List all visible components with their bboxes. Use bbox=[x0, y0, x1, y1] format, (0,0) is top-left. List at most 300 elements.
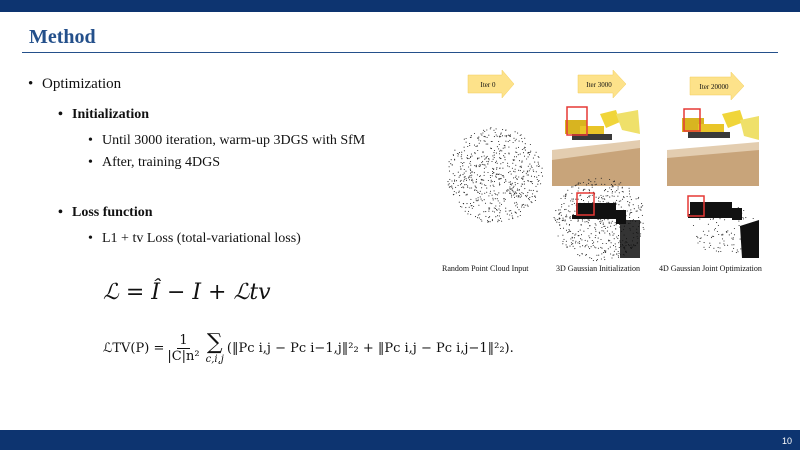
point-cloud-dot bbox=[554, 217, 555, 218]
point-cloud-dot bbox=[593, 260, 594, 261]
point-cloud-dot bbox=[497, 136, 498, 137]
point-cloud-dot bbox=[565, 220, 566, 221]
point-cloud-dot bbox=[613, 254, 614, 255]
point-cloud-dot bbox=[595, 178, 596, 179]
point-cloud-dot bbox=[487, 220, 488, 221]
point-cloud-dot bbox=[615, 222, 616, 223]
point-cloud-dot bbox=[471, 187, 472, 188]
point-cloud-dot bbox=[463, 162, 464, 163]
point-cloud-dot bbox=[529, 190, 530, 191]
point-cloud-dot bbox=[523, 171, 524, 172]
point-cloud-dot bbox=[530, 152, 531, 153]
point-cloud-dot bbox=[510, 189, 511, 190]
point-cloud-dot bbox=[471, 175, 472, 176]
point-cloud-dot bbox=[524, 156, 525, 157]
point-cloud-dot bbox=[598, 238, 599, 239]
caption-random-point-cloud: Random Point Cloud Input bbox=[442, 264, 529, 273]
tv-sum-subscript: c,i,j bbox=[205, 354, 224, 365]
point-cloud-dot bbox=[541, 172, 542, 173]
point-cloud-dot bbox=[586, 184, 587, 185]
point-cloud-dot bbox=[633, 219, 634, 220]
point-cloud-dot bbox=[720, 251, 721, 252]
point-cloud-dot bbox=[469, 143, 470, 144]
tv-lhs: ℒTV(P) = bbox=[103, 341, 165, 356]
point-cloud-dot bbox=[472, 180, 473, 181]
silhouette-iter-20000 bbox=[688, 196, 759, 258]
point-cloud-dot bbox=[478, 205, 479, 206]
point-cloud-dot bbox=[449, 161, 450, 162]
point-cloud-dot bbox=[463, 181, 464, 182]
point-cloud-dot bbox=[454, 180, 455, 181]
point-cloud-dot bbox=[713, 236, 714, 237]
point-cloud-dot bbox=[565, 216, 566, 217]
point-cloud-dot bbox=[556, 222, 557, 223]
point-cloud-dot bbox=[560, 198, 561, 199]
point-cloud-dot bbox=[629, 202, 630, 203]
point-cloud-dot bbox=[616, 203, 617, 204]
point-cloud-dot bbox=[592, 243, 593, 244]
point-cloud-dot bbox=[469, 145, 470, 146]
point-cloud-dot bbox=[489, 208, 490, 209]
point-cloud-dot bbox=[505, 199, 506, 200]
point-cloud-dot bbox=[568, 210, 569, 211]
point-cloud-dot bbox=[531, 202, 532, 203]
point-cloud-dot bbox=[469, 188, 470, 189]
point-cloud-dot bbox=[713, 248, 714, 249]
point-cloud-dot bbox=[558, 235, 559, 236]
point-cloud-dot bbox=[502, 175, 503, 176]
point-cloud-dot bbox=[511, 188, 512, 189]
point-cloud-dot bbox=[609, 240, 610, 241]
point-cloud-dot bbox=[622, 187, 623, 188]
point-cloud-dot bbox=[494, 211, 495, 212]
point-cloud-dot bbox=[573, 214, 574, 215]
point-cloud-dot bbox=[509, 136, 510, 137]
point-cloud-dot bbox=[583, 190, 584, 191]
point-cloud-dot bbox=[507, 214, 508, 215]
point-cloud-dot bbox=[572, 233, 573, 234]
point-cloud-dot bbox=[458, 172, 459, 173]
point-cloud-dot bbox=[640, 236, 641, 237]
point-cloud-dot bbox=[464, 150, 465, 151]
point-cloud-dot bbox=[716, 250, 717, 251]
point-cloud-dot bbox=[504, 157, 505, 158]
point-cloud-dot bbox=[531, 176, 532, 177]
point-cloud-dot bbox=[478, 199, 479, 200]
point-cloud-dot bbox=[472, 179, 473, 180]
point-cloud-dot bbox=[503, 155, 504, 156]
bullet-init-2 bbox=[88, 155, 220, 171]
point-cloud-dot bbox=[483, 164, 484, 165]
point-cloud-dot bbox=[578, 188, 579, 189]
point-cloud-dot bbox=[598, 255, 599, 256]
point-cloud-dot bbox=[480, 191, 481, 192]
point-cloud-dot bbox=[496, 161, 497, 162]
point-cloud-dot bbox=[709, 243, 710, 244]
point-cloud-dot bbox=[571, 199, 572, 200]
point-cloud-dot bbox=[579, 241, 580, 242]
point-cloud-dot bbox=[503, 177, 504, 178]
point-cloud-dot bbox=[629, 193, 630, 194]
point-cloud-dot bbox=[615, 202, 616, 203]
point-cloud-dot bbox=[500, 158, 501, 159]
point-cloud-dot bbox=[643, 229, 644, 230]
point-cloud-dot bbox=[465, 211, 466, 212]
point-cloud-dot bbox=[532, 196, 533, 197]
point-cloud-dot bbox=[628, 204, 629, 205]
point-cloud-dot bbox=[705, 249, 706, 250]
point-cloud-dot bbox=[640, 233, 641, 234]
point-cloud-dot bbox=[523, 207, 524, 208]
point-cloud-dot bbox=[573, 246, 574, 247]
point-cloud-dot bbox=[490, 203, 491, 204]
point-cloud-dot bbox=[461, 154, 462, 155]
point-cloud-dot bbox=[513, 142, 514, 143]
point-cloud-dot bbox=[726, 231, 727, 232]
point-cloud-dot bbox=[604, 190, 605, 191]
point-cloud-dot bbox=[489, 216, 490, 217]
point-cloud-dot bbox=[486, 157, 487, 158]
point-cloud-dot bbox=[589, 237, 590, 238]
point-cloud-dot bbox=[524, 147, 525, 148]
point-cloud-dot bbox=[453, 183, 454, 184]
point-cloud-dot bbox=[509, 193, 510, 194]
point-cloud-dot bbox=[470, 203, 471, 204]
point-cloud-dot bbox=[501, 204, 502, 205]
point-cloud-dot bbox=[485, 185, 486, 186]
bullet-optimization bbox=[28, 76, 121, 93]
point-cloud-dot bbox=[475, 186, 476, 187]
bullet-dot-icon: • bbox=[88, 231, 93, 246]
point-cloud-dot bbox=[500, 178, 501, 179]
point-cloud-dot bbox=[481, 180, 482, 181]
point-cloud-dot bbox=[498, 148, 499, 149]
point-cloud-dot bbox=[542, 176, 543, 177]
point-cloud-dot bbox=[514, 197, 515, 198]
point-cloud-dot bbox=[481, 162, 482, 163]
point-cloud-dot bbox=[454, 181, 455, 182]
point-cloud-dot bbox=[479, 193, 480, 194]
point-cloud-dot bbox=[478, 157, 479, 158]
footer-bar bbox=[0, 430, 800, 450]
point-cloud-dot bbox=[619, 184, 620, 185]
point-cloud-dot bbox=[585, 255, 586, 256]
point-cloud-dot bbox=[616, 236, 617, 237]
point-cloud-dot bbox=[575, 233, 576, 234]
point-cloud-dot bbox=[480, 165, 481, 166]
point-cloud-dot bbox=[464, 173, 465, 174]
point-cloud-dot bbox=[618, 242, 619, 243]
point-cloud-dot bbox=[589, 225, 590, 226]
point-cloud-dot bbox=[529, 164, 530, 165]
point-cloud-dot bbox=[581, 199, 582, 200]
point-cloud-dot bbox=[504, 145, 505, 146]
point-cloud-dot bbox=[610, 247, 611, 248]
point-cloud-dot bbox=[584, 246, 585, 247]
point-cloud-dot bbox=[619, 247, 620, 248]
point-cloud-dot bbox=[600, 195, 601, 196]
point-cloud-dot bbox=[615, 249, 616, 250]
point-cloud-dot bbox=[469, 163, 470, 164]
point-cloud-dot bbox=[718, 247, 719, 248]
point-cloud-dot bbox=[523, 204, 524, 205]
point-cloud-dot bbox=[609, 179, 610, 180]
point-cloud-dot bbox=[510, 171, 511, 172]
point-cloud-dot bbox=[501, 150, 502, 151]
point-cloud-dot bbox=[466, 180, 467, 181]
point-cloud-dot bbox=[566, 230, 567, 231]
point-cloud-dot bbox=[490, 127, 491, 128]
point-cloud-dot bbox=[742, 217, 743, 218]
point-cloud-dot bbox=[731, 238, 732, 239]
point-cloud-dot bbox=[492, 198, 493, 199]
point-cloud-dot bbox=[638, 197, 639, 198]
point-cloud-dot bbox=[600, 223, 601, 224]
arrow-iter-0 bbox=[468, 70, 514, 98]
point-cloud-dot bbox=[572, 240, 573, 241]
point-cloud-dot bbox=[571, 186, 572, 187]
point-cloud-dot bbox=[601, 253, 602, 254]
point-cloud-dot bbox=[575, 241, 576, 242]
point-cloud-dot bbox=[451, 180, 452, 181]
point-cloud-dot bbox=[530, 144, 531, 145]
point-cloud-dot bbox=[497, 194, 498, 195]
point-cloud-dot bbox=[618, 255, 619, 256]
point-cloud-dot bbox=[713, 219, 714, 220]
point-cloud-dot bbox=[722, 234, 723, 235]
point-cloud-dot bbox=[622, 191, 623, 192]
point-cloud-dot bbox=[738, 221, 739, 222]
point-cloud-dot bbox=[570, 220, 571, 221]
point-cloud-dot bbox=[472, 155, 473, 156]
point-cloud-dot bbox=[595, 235, 596, 236]
point-cloud-dot bbox=[638, 198, 639, 199]
point-cloud-dot bbox=[525, 150, 526, 151]
point-cloud-dot bbox=[517, 179, 518, 180]
point-cloud-dot bbox=[563, 228, 564, 229]
point-cloud-dot bbox=[483, 211, 484, 212]
point-cloud-dot bbox=[464, 192, 465, 193]
caption-3d-gaussian-init: 3D Gaussian Initialization bbox=[556, 264, 640, 273]
point-cloud-dot bbox=[607, 219, 608, 220]
point-cloud-dot bbox=[563, 203, 564, 204]
point-cloud-dot bbox=[515, 211, 516, 212]
point-cloud-dot bbox=[508, 135, 509, 136]
point-cloud-dot bbox=[518, 147, 519, 148]
point-cloud-dot bbox=[521, 196, 522, 197]
point-cloud-dot bbox=[460, 166, 461, 167]
point-cloud-dot bbox=[533, 171, 534, 172]
point-cloud-dot bbox=[490, 175, 491, 176]
point-cloud-dot bbox=[593, 245, 594, 246]
point-cloud-dot bbox=[525, 143, 526, 144]
point-cloud-dot bbox=[521, 178, 522, 179]
point-cloud-dot bbox=[513, 138, 514, 139]
point-cloud-dot bbox=[515, 169, 516, 170]
point-cloud-dot bbox=[578, 220, 579, 221]
point-cloud-dot bbox=[481, 194, 482, 195]
point-cloud-dot bbox=[478, 139, 479, 140]
point-cloud-dot bbox=[604, 259, 605, 260]
point-cloud-dot bbox=[596, 197, 597, 198]
point-cloud-dot bbox=[607, 191, 608, 192]
point-cloud-dot bbox=[495, 216, 496, 217]
point-cloud-dot bbox=[491, 148, 492, 149]
bullet-initialization bbox=[58, 107, 149, 123]
point-cloud-dot bbox=[506, 191, 507, 192]
point-cloud-dot bbox=[579, 195, 580, 196]
point-cloud-dot bbox=[454, 150, 455, 151]
point-cloud-dot bbox=[509, 153, 510, 154]
point-cloud-dot bbox=[500, 210, 501, 211]
point-cloud-dot bbox=[745, 217, 746, 218]
point-cloud-dot bbox=[612, 186, 613, 187]
point-cloud-dot bbox=[597, 241, 598, 242]
point-cloud-dot bbox=[457, 155, 458, 156]
point-cloud-dot bbox=[534, 155, 535, 156]
point-cloud-dot bbox=[588, 246, 589, 247]
point-cloud-dot bbox=[575, 199, 576, 200]
point-cloud-dot bbox=[487, 222, 488, 223]
point-cloud-dot bbox=[523, 193, 524, 194]
point-cloud-dot bbox=[608, 202, 609, 203]
point-cloud-dot bbox=[734, 228, 735, 229]
point-cloud-dot bbox=[612, 231, 613, 232]
point-cloud-dot bbox=[493, 199, 494, 200]
point-cloud-dot bbox=[488, 217, 489, 218]
point-cloud-dot bbox=[498, 219, 499, 220]
point-cloud-dot bbox=[513, 159, 514, 160]
point-cloud-dot bbox=[454, 191, 455, 192]
point-cloud-dot bbox=[627, 196, 628, 197]
point-cloud-dot bbox=[593, 242, 594, 243]
point-cloud-dot bbox=[574, 237, 575, 238]
point-cloud-dot bbox=[533, 190, 534, 191]
page-number: 10 bbox=[781, 436, 792, 446]
point-cloud-dot bbox=[716, 222, 717, 223]
point-cloud-dot bbox=[520, 211, 521, 212]
point-cloud-dot bbox=[522, 141, 523, 142]
point-cloud-dot bbox=[503, 175, 504, 176]
point-cloud-dot bbox=[486, 161, 487, 162]
point-cloud-dot bbox=[733, 244, 734, 245]
point-cloud-dot bbox=[454, 175, 455, 176]
point-cloud-dot bbox=[538, 166, 539, 167]
point-cloud-dot bbox=[490, 185, 491, 186]
point-cloud-dot bbox=[485, 216, 486, 217]
point-cloud-dot bbox=[495, 208, 496, 209]
point-cloud-dot bbox=[516, 156, 517, 157]
point-cloud-dot bbox=[487, 137, 488, 138]
point-cloud-dot bbox=[615, 243, 616, 244]
point-cloud-dot bbox=[457, 153, 458, 154]
point-cloud-dot bbox=[522, 178, 523, 179]
point-cloud-dot bbox=[595, 225, 596, 226]
point-cloud-dot bbox=[538, 164, 539, 165]
point-cloud-dot bbox=[575, 242, 576, 243]
point-cloud-dot bbox=[599, 221, 600, 222]
point-cloud-dot bbox=[718, 225, 719, 226]
point-cloud-dot bbox=[502, 162, 503, 163]
point-cloud-dot bbox=[508, 172, 509, 173]
point-cloud-dot bbox=[519, 160, 520, 161]
point-cloud-dot bbox=[639, 209, 640, 210]
point-cloud-dot bbox=[743, 218, 744, 219]
point-cloud-dot bbox=[484, 172, 485, 173]
point-cloud-dot bbox=[500, 150, 501, 151]
point-cloud-dot bbox=[521, 183, 522, 184]
point-cloud-dot bbox=[721, 234, 722, 235]
point-cloud-dot bbox=[468, 158, 469, 159]
point-cloud-dot bbox=[497, 221, 498, 222]
point-cloud-dot bbox=[588, 201, 589, 202]
point-cloud-dot bbox=[522, 179, 523, 180]
point-cloud-dot bbox=[493, 168, 494, 169]
point-cloud-dot bbox=[499, 136, 500, 137]
point-cloud-dot bbox=[521, 166, 522, 167]
point-cloud-dot bbox=[603, 252, 604, 253]
point-cloud-dot bbox=[595, 229, 596, 230]
point-cloud-dot bbox=[522, 149, 523, 150]
bullet-text: After, training 4DGS bbox=[102, 155, 221, 170]
point-cloud-dot bbox=[469, 176, 470, 177]
point-cloud-dot bbox=[699, 219, 700, 220]
point-cloud-dot bbox=[510, 193, 511, 194]
point-cloud-dot bbox=[631, 199, 632, 200]
point-cloud-dot bbox=[612, 192, 613, 193]
point-cloud-dot bbox=[482, 161, 483, 162]
point-cloud-dot bbox=[613, 186, 614, 187]
point-cloud-dot bbox=[521, 162, 522, 163]
point-cloud-dot bbox=[484, 155, 485, 156]
point-cloud-dot bbox=[461, 168, 462, 169]
point-cloud-dot bbox=[521, 206, 522, 207]
point-cloud-dot bbox=[468, 177, 469, 178]
point-cloud-dot bbox=[450, 163, 451, 164]
point-cloud-dot bbox=[719, 243, 720, 244]
point-cloud-dot bbox=[534, 176, 535, 177]
tv-fraction bbox=[167, 333, 199, 364]
point-cloud-dot bbox=[496, 169, 497, 170]
point-cloud-dot bbox=[513, 194, 514, 195]
point-cloud-dot bbox=[478, 137, 479, 138]
point-cloud-dot bbox=[484, 165, 485, 166]
point-cloud-dot bbox=[610, 253, 611, 254]
point-cloud-dot bbox=[466, 157, 467, 158]
point-cloud-dot bbox=[572, 243, 573, 244]
point-cloud-dot bbox=[592, 195, 593, 196]
point-cloud-dot bbox=[484, 140, 485, 141]
point-cloud-dot bbox=[718, 251, 719, 252]
point-cloud-dot bbox=[527, 171, 528, 172]
point-cloud-dot bbox=[580, 230, 581, 231]
point-cloud-dot bbox=[629, 205, 630, 206]
point-cloud-dot bbox=[629, 188, 630, 189]
point-cloud-dot bbox=[591, 246, 592, 247]
point-cloud-dot bbox=[609, 233, 610, 234]
point-cloud-dot bbox=[465, 171, 466, 172]
point-cloud-dot bbox=[520, 166, 521, 167]
point-cloud-dot bbox=[618, 186, 619, 187]
point-cloud-dot bbox=[607, 231, 608, 232]
point-cloud-dot bbox=[538, 157, 539, 158]
point-cloud-dot bbox=[595, 223, 596, 224]
point-cloud-dot bbox=[642, 215, 643, 216]
point-cloud-dot bbox=[563, 196, 564, 197]
point-cloud-dot bbox=[595, 247, 596, 248]
point-cloud-dot bbox=[493, 152, 494, 153]
point-cloud-dot bbox=[555, 210, 556, 211]
